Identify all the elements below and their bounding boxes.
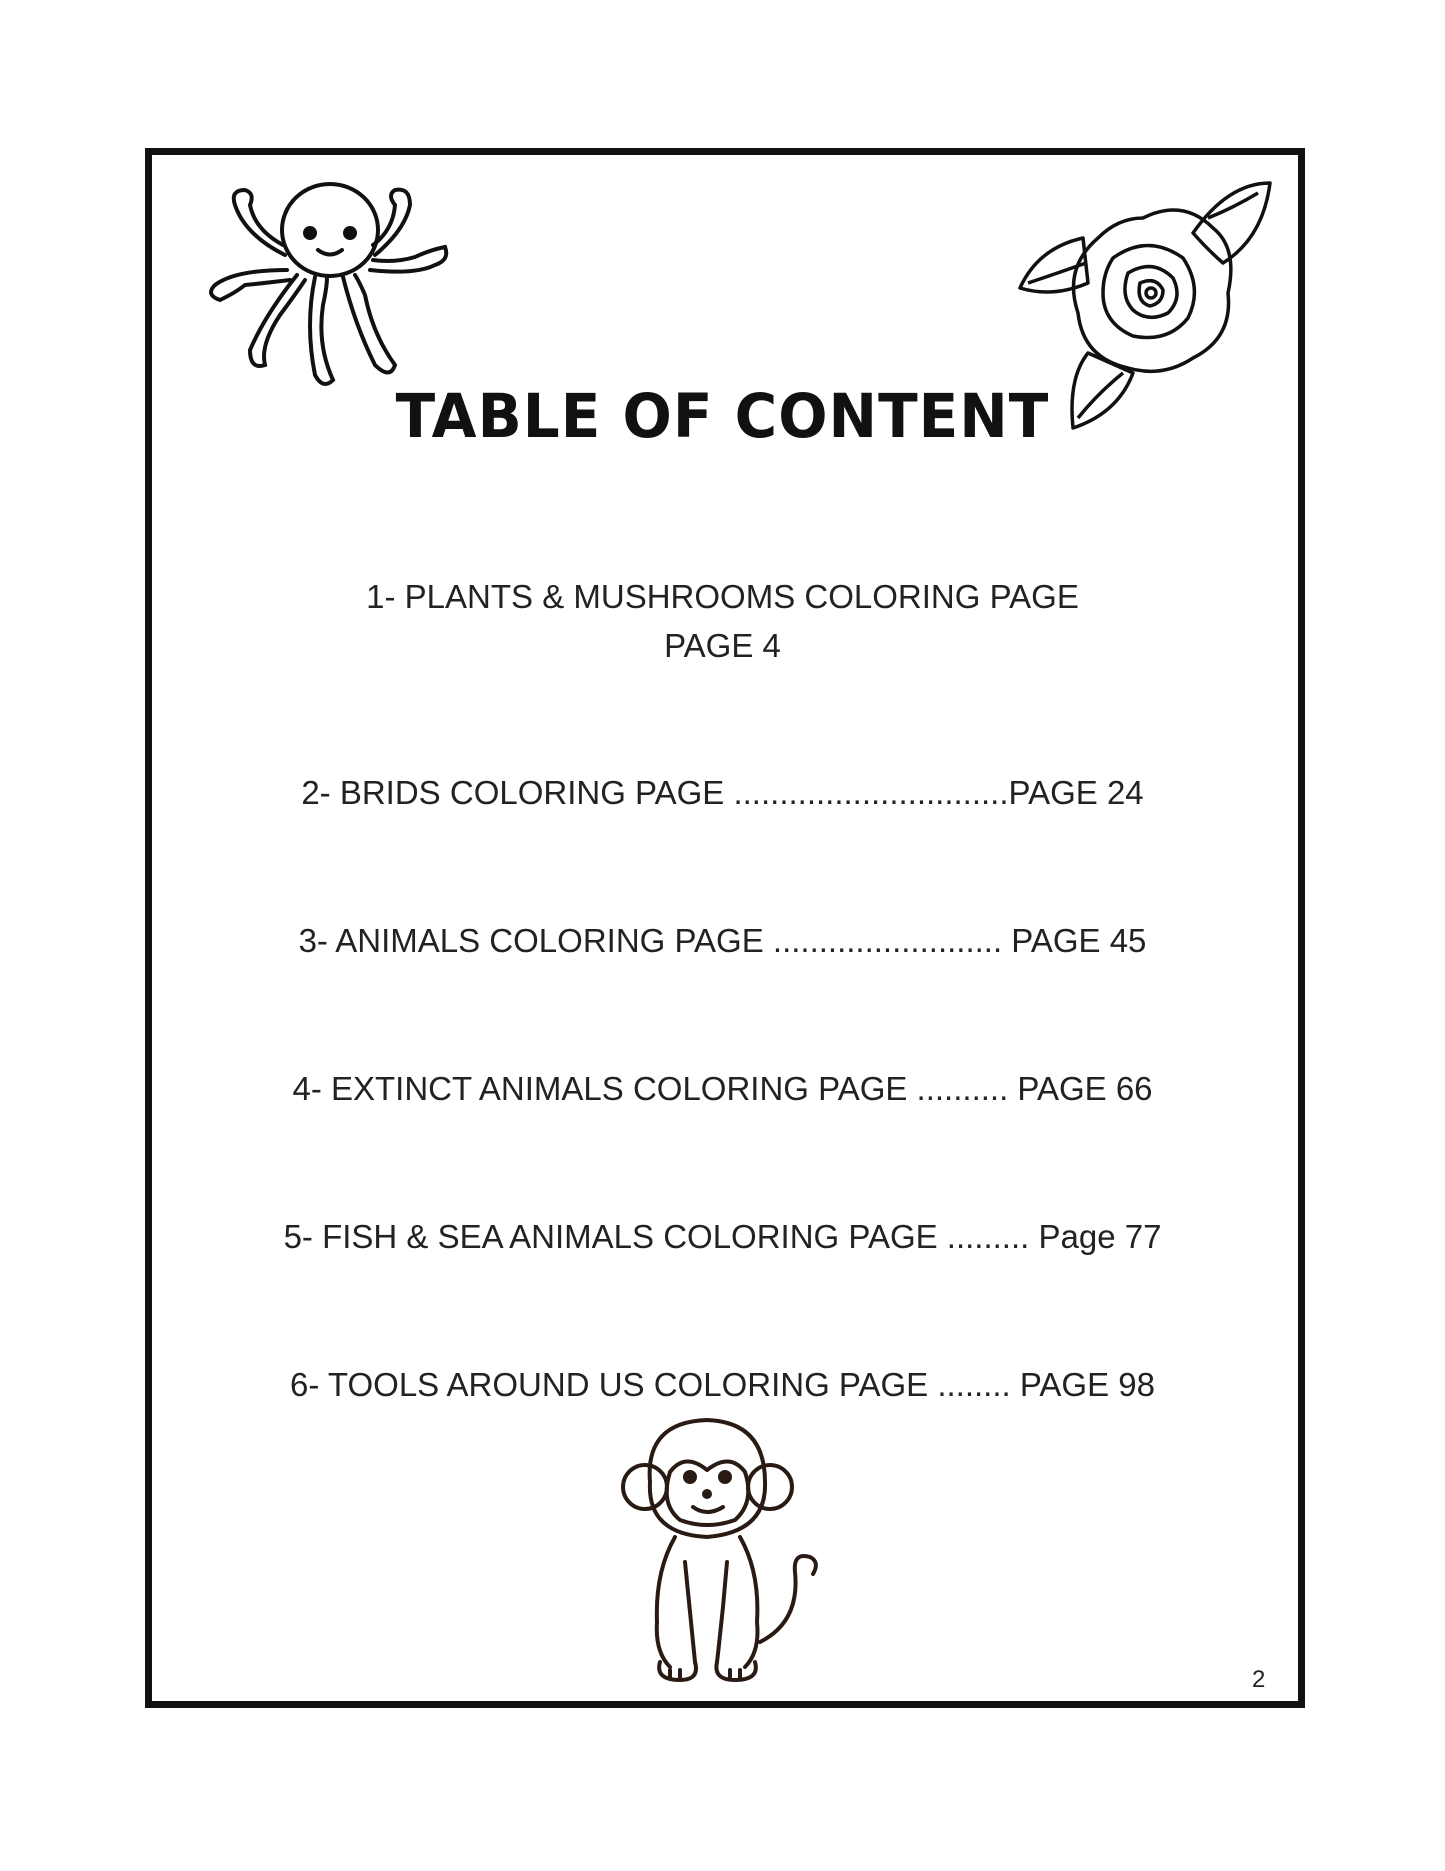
toc-entry-5-line1: 5- FISH & SEA ANIMALS COLORING PAGE ......... Page 77 bbox=[283, 1218, 1162, 1255]
toc-entry-1-line2: PAGE 4 bbox=[664, 627, 781, 664]
toc-entry-5 bbox=[0, 1212, 1445, 1261]
toc-entry-6-line1: 6- TOOLS AROUND US COLORING PAGE ........ PAGE 98 bbox=[290, 1366, 1155, 1403]
monkey-illustration bbox=[615, 1412, 825, 1687]
toc-entry-6 bbox=[0, 1360, 1445, 1409]
toc-entry-4 bbox=[0, 1064, 1445, 1113]
toc-entry-2-line1: 2- BRIDS COLORING PAGE ..............................PAGE 24 bbox=[301, 774, 1144, 811]
page-number: 2 bbox=[1252, 1666, 1266, 1693]
toc-entry-2 bbox=[0, 768, 1445, 817]
toc-entry-4-line1: 4- EXTINCT ANIMALS COLORING PAGE .......... PAGE 66 bbox=[292, 1070, 1153, 1107]
toc-entry-1 bbox=[0, 572, 1445, 670]
toc-entry-1-line1: 1- PLANTS & MUSHROOMS COLORING PAGE bbox=[366, 578, 1079, 615]
octopus-illustration bbox=[205, 175, 460, 400]
toc-entry-3-line1: 3- ANIMALS COLORING PAGE ......................... PAGE 45 bbox=[298, 922, 1147, 959]
page-title: TABLE OF CONTENT bbox=[395, 380, 1050, 452]
toc-entry-3 bbox=[0, 916, 1445, 965]
